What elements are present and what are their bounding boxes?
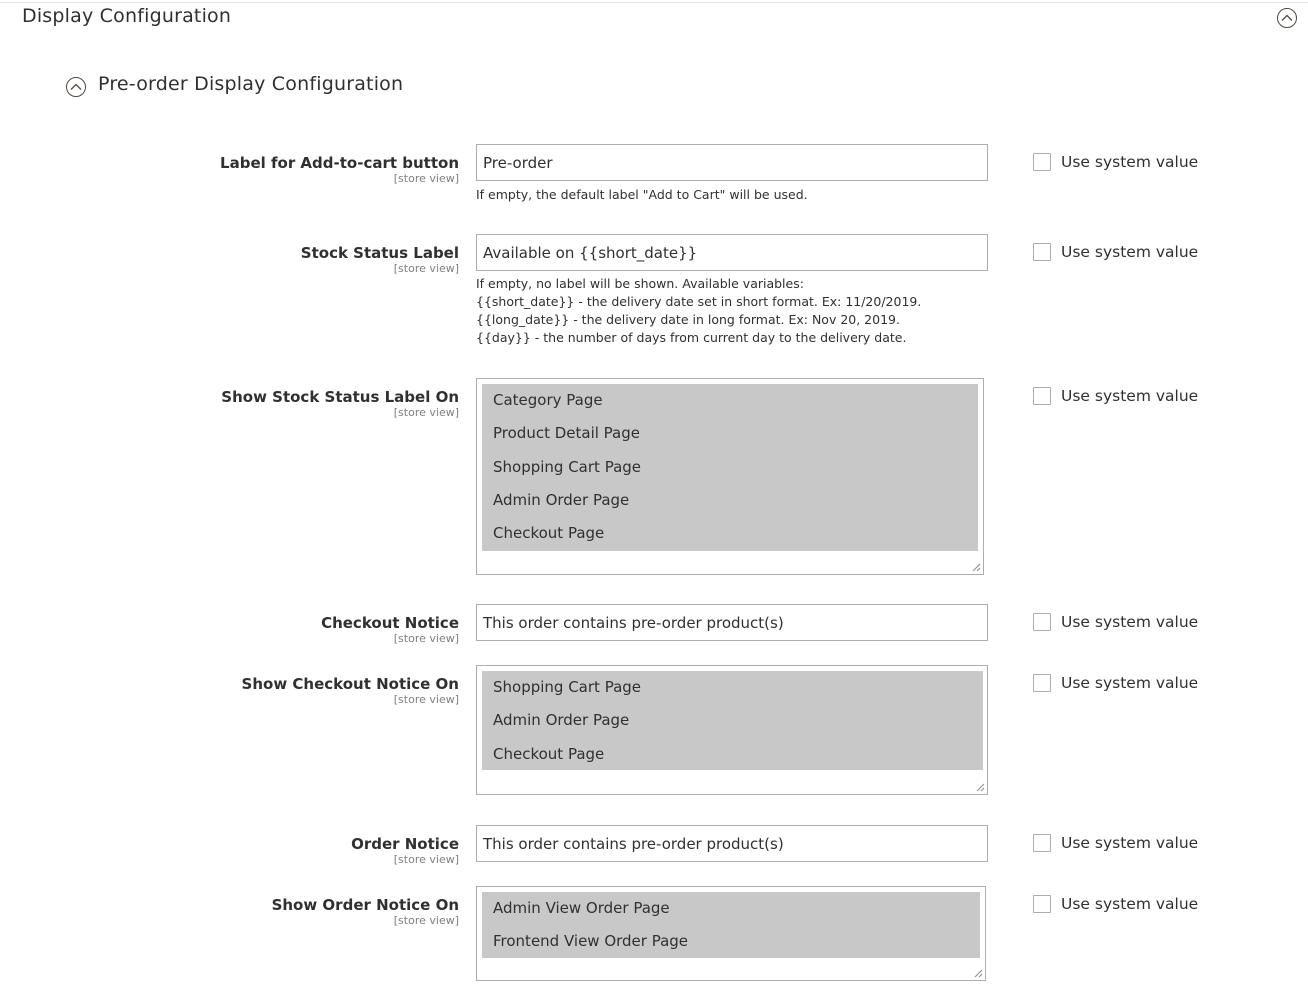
scope-label: [store view] [393, 406, 459, 419]
scope-label: [store view] [393, 853, 459, 866]
field-note: {{short_date}} - the delivery date set in short format. Ex: 11/20/2019. [476, 294, 922, 309]
scope-label: [store view] [393, 262, 459, 275]
scope-label: [store view] [393, 693, 459, 706]
show-checkout-notice-on-multiselect[interactable] [476, 665, 988, 795]
use-system-value-toggle[interactable] [1033, 895, 1198, 913]
field-note: {{long_date}} - the delivery date in long format. Ex: Nov 20, 2019. [476, 312, 900, 327]
circle-chevron-up-icon[interactable] [66, 77, 86, 97]
multiselect-option[interactable]: Frontend View Order Page [493, 932, 689, 951]
scope-label: [store view] [393, 632, 459, 645]
group-title: Pre-order Display Configuration [98, 73, 404, 95]
multiselect-option[interactable]: Admin Order Page [493, 490, 630, 509]
circle-chevron-up-icon[interactable] [1277, 8, 1297, 28]
field-label: Order Notice [351, 835, 459, 853]
use-system-value-checkbox[interactable] [1033, 834, 1051, 852]
use-system-value-checkbox[interactable] [1033, 243, 1051, 261]
field-label: Show Checkout Notice On [241, 675, 459, 693]
use-system-value-toggle[interactable] [1033, 243, 1198, 261]
order-notice-input[interactable] [476, 825, 988, 862]
use-system-value-toggle[interactable] [1033, 834, 1198, 852]
use-system-value-label: Use system value [1061, 613, 1199, 631]
use-system-value-label: Use system value [1061, 153, 1199, 171]
use-system-value-checkbox[interactable] [1033, 613, 1051, 631]
top-divider [0, 2, 1308, 3]
field-label: Show Stock Status Label On [221, 388, 459, 406]
use-system-value-label: Use system value [1061, 834, 1199, 852]
use-system-value-checkbox[interactable] [1033, 895, 1051, 913]
use-system-value-toggle[interactable] [1033, 153, 1198, 171]
show-order-notice-on-multiselect[interactable] [476, 886, 986, 981]
add-to-cart-label-input[interactable] [476, 144, 988, 181]
resize-grip-icon[interactable] [974, 969, 983, 978]
scope-label: [store view] [393, 172, 459, 185]
multiselect-option[interactable]: Shopping Cart Page [493, 678, 642, 696]
section-title: Display Configuration [22, 5, 232, 27]
use-system-value-label: Use system value [1061, 895, 1199, 913]
stock-status-label-input[interactable] [476, 234, 988, 271]
use-system-value-toggle[interactable] [1033, 674, 1198, 692]
field-label: Show Order Notice On [271, 896, 459, 914]
multiselect-option[interactable]: Checkout Page [493, 744, 605, 763]
use-system-value-checkbox[interactable] [1033, 153, 1051, 171]
use-system-value-checkbox[interactable] [1033, 674, 1051, 692]
resize-grip-icon[interactable] [976, 783, 985, 792]
field-note: If empty, no label will be shown. Available variables: [476, 276, 804, 291]
show-stock-status-on-multiselect[interactable] [476, 378, 984, 575]
multiselect-option[interactable]: Admin Order Page [493, 711, 630, 730]
field-label: Checkout Notice [321, 614, 459, 632]
use-system-value-checkbox[interactable] [1033, 387, 1051, 405]
multiselect-option[interactable]: Checkout Page [493, 524, 605, 543]
scope-label: [store view] [393, 914, 459, 927]
resize-grip-icon[interactable] [972, 563, 981, 572]
use-system-value-label: Use system value [1061, 243, 1199, 261]
checkout-notice-input[interactable] [476, 604, 988, 641]
multiselect-option[interactable]: Shopping Cart Page [493, 457, 642, 476]
field-label: Label for Add-to-cart button [220, 154, 459, 172]
field-note: {{day}} - the number of days from current day to the delivery date. [476, 330, 907, 345]
multiselect-option[interactable]: Admin View Order Page [493, 899, 670, 917]
field-note: If empty, the default label "Add to Cart" will be used. [476, 187, 808, 202]
use-system-value-toggle[interactable] [1033, 613, 1198, 631]
use-system-value-toggle[interactable] [1033, 387, 1198, 405]
field-label: Stock Status Label [300, 244, 459, 262]
multiselect-option[interactable]: Product Detail Page [493, 424, 640, 443]
use-system-value-label: Use system value [1061, 387, 1199, 405]
use-system-value-label: Use system value [1061, 674, 1199, 692]
multiselect-option[interactable]: Category Page [493, 391, 603, 409]
